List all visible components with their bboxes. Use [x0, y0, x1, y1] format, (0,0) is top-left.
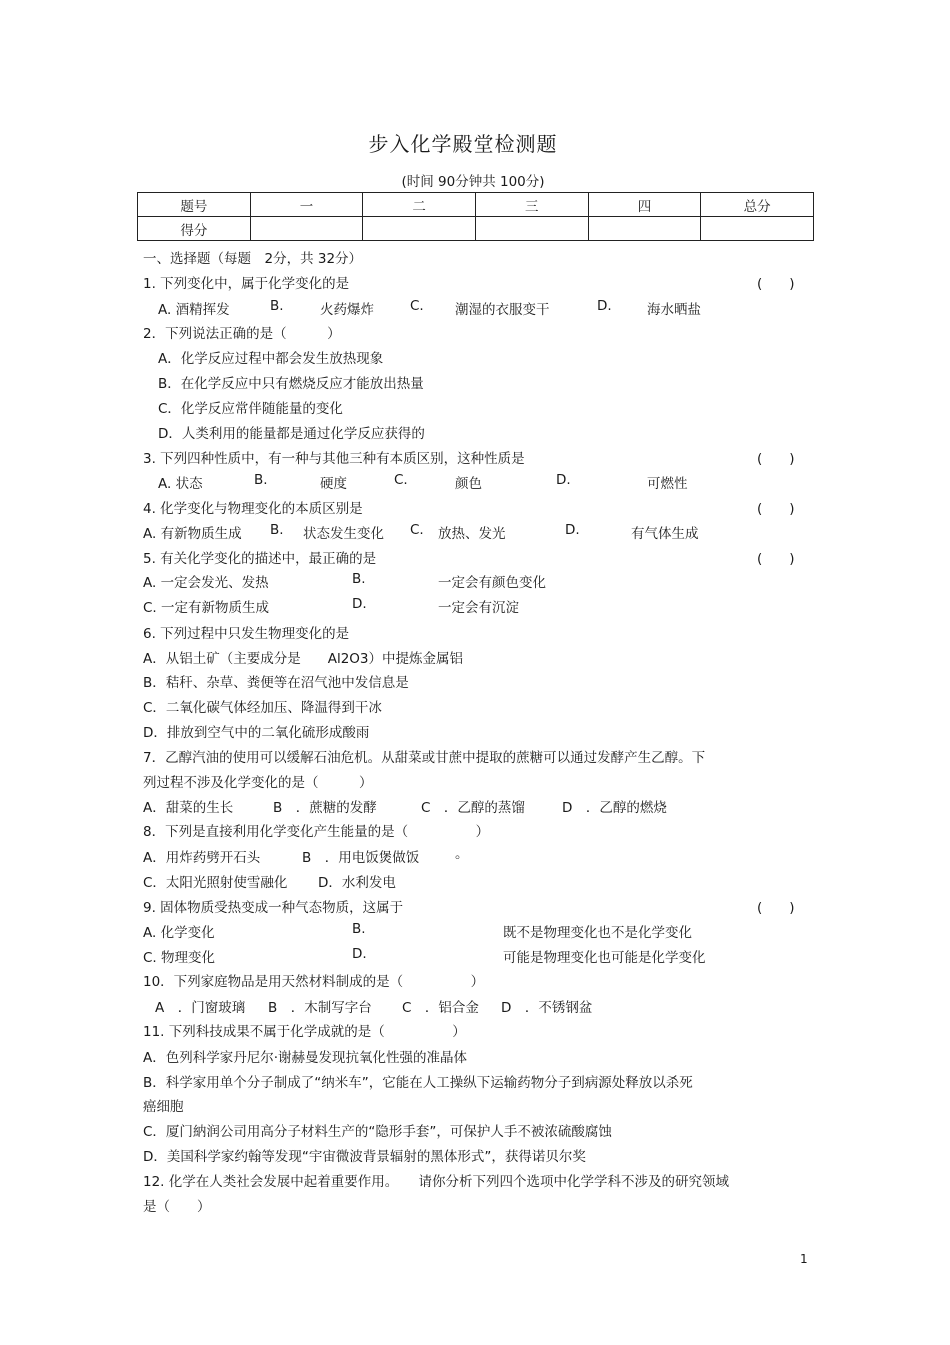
question-4-stem: 4. 化学变化与物理变化的本质区别是	[143, 501, 363, 517]
q3-option-b-text: 硬度	[320, 476, 347, 492]
q8-option-b: B ．用电饭煲做饭	[302, 850, 420, 866]
question-2-stem: 2．下列说法正确的是（ ）	[143, 326, 341, 342]
q11-option-b: B．科学家用单个分子制成了“纳米车”，它能在人工操纵下运输药物分子到病源处释放以杀死	[143, 1075, 693, 1091]
score-cell[interactable]	[701, 217, 814, 241]
question-5-stem: 5. 有关化学变化的描述中，最正确的是	[143, 551, 377, 567]
question-10-stem: 10．下列家庭物品是用天然材料制成的是（ ）	[143, 974, 485, 990]
q1-option-c-letter: C.	[410, 298, 424, 314]
q5-option-c: C. 一定有新物质生成	[143, 600, 270, 616]
answer-blank[interactable]: ( )	[757, 900, 795, 916]
q8-option-a: A．用炸药劈开石头	[143, 850, 261, 866]
q2-option-b: B．在化学反应中只有燃烧反应才能放出热量	[158, 376, 424, 392]
q1-option-b-text: 火药爆炸	[320, 302, 374, 318]
score-cell[interactable]	[588, 217, 701, 241]
q9-option-b-letter: B.	[352, 921, 366, 937]
q11-option-b-cont: 癌细胞	[143, 1099, 184, 1115]
q9-option-b-text: 既不是物理变化也不是化学变化	[503, 925, 692, 941]
q1-option-b-letter: B.	[270, 298, 284, 314]
page-title: 步入化学殿堂检测题	[368, 132, 558, 156]
q7-option-b: B ．蔗糖的发酵	[273, 800, 377, 816]
q4-option-c-letter: C.	[410, 522, 424, 538]
score-table-header-cell: 三	[475, 193, 588, 217]
q3-option-a: A. 状态	[158, 476, 203, 492]
score-table-header-row	[138, 193, 814, 217]
q5-option-b-letter: B.	[352, 571, 366, 587]
q6-option-a: A．从铝土矿（主要成分是 Al2O3）中提炼金属铝	[143, 651, 464, 667]
q11-option-d: D．美国科学家约翰等发现“宇宙微波背景辐射的黑体形式”，获得诺贝尔奖	[143, 1149, 586, 1165]
question-12-stem: 12. 化学在人类社会发展中起着重要作用。 请你分析下列四个选项中化学学科不涉及的研究领域	[143, 1174, 730, 1190]
q5-option-a: A. 一定会发光、发热	[143, 575, 269, 591]
score-cell[interactable]	[363, 217, 476, 241]
question-9-stem: 9. 固体物质受热变成一种气态物质，这属于	[143, 900, 404, 916]
score-table-header-cell: 一	[250, 193, 363, 217]
score-table-header-cell: 四	[588, 193, 701, 217]
q1-option-a: A. 酒精挥发	[158, 302, 230, 318]
question-8-stem: 8．下列是直接利用化学变化产生能量的是（ ）	[143, 824, 490, 840]
q8-stray-mark: 。	[455, 846, 469, 862]
q5-option-b-text: 一定会有颜色变化	[438, 575, 546, 591]
question-1-stem: 1. 下列变化中，属于化学变化的是	[143, 276, 350, 292]
q1-option-d-letter: D.	[597, 298, 612, 314]
score-row-label: 得分	[138, 217, 251, 241]
q4-option-b-text: 状态发生变化	[303, 526, 384, 542]
q3-option-d-text: 可燃性	[647, 476, 688, 492]
score-cell[interactable]	[250, 217, 363, 241]
section-heading: 一、选择题（每题 2分，共 32分）	[143, 251, 363, 267]
q6-option-c: C．二氧化碳气体经加压、降温得到干冰	[143, 700, 382, 716]
score-table-header-cell: 题号	[138, 193, 251, 217]
q3-option-b-letter: B.	[254, 472, 268, 488]
q1-option-d-text: 海水晒盐	[647, 302, 701, 318]
q10-option-a: A ．门窗玻璃	[155, 1000, 246, 1016]
q5-option-d-letter: D.	[352, 596, 367, 612]
question-7-stem: 7．乙醇汽油的使用可以缓解石油危机。从甜菜或甘蔗中提取的蔗糖可以通过发酵产生乙醇。下	[143, 750, 706, 766]
q10-option-c: C ．铝合金	[402, 1000, 479, 1016]
score-cell[interactable]	[475, 217, 588, 241]
q11-option-a: A．色列科学家丹尼尔·谢赫曼发现抗氧化性强的准晶体	[143, 1050, 468, 1066]
q9-option-c: C. 物理变化	[143, 950, 216, 966]
q9-option-d-letter: D.	[352, 946, 367, 962]
q4-option-d-text: 有气体生成	[631, 526, 699, 542]
q7-option-d: D ．乙醇的燃烧	[562, 800, 667, 816]
q1-option-c-text: 潮湿的衣服变干	[455, 302, 550, 318]
q9-option-d-text: 可能是物理变化也可能是化学变化	[503, 950, 706, 966]
q10-option-b: B ．木制写字台	[268, 1000, 372, 1016]
q4-option-c-text: 放热、发光	[438, 526, 506, 542]
question-7-stem-cont: 列过程不涉及化学变化的是（ ）	[143, 775, 373, 791]
question-12-stem-cont: 是（ ）	[143, 1199, 211, 1215]
score-table	[137, 192, 814, 241]
answer-blank[interactable]: ( )	[757, 551, 795, 567]
q8-option-c: C．太阳光照射使雪融化	[143, 875, 288, 891]
question-6-stem: 6. 下列过程中只发生物理变化的是	[143, 626, 350, 642]
answer-blank[interactable]: ( )	[757, 451, 795, 467]
q8-option-d: D．水利发电	[318, 875, 396, 891]
q3-option-d-letter: D.	[556, 472, 571, 488]
q4-option-b-letter: B.	[270, 522, 284, 538]
page-number: 1	[800, 1252, 808, 1266]
q3-option-c-text: 颜色	[455, 476, 482, 492]
q4-option-a: A. 有新物质生成	[143, 526, 242, 542]
q4-option-d-letter: D.	[565, 522, 580, 538]
q2-option-d: D．人类利用的能量都是通过化学反应获得的	[158, 426, 425, 442]
q2-option-c: C．化学反应常伴随能量的变化	[158, 401, 343, 417]
q6-option-d: D．排放到空气中的二氧化硫形成酸雨	[143, 725, 370, 741]
q6-option-b: B．秸秆、杂草、粪便等在沼气池中发信息是	[143, 675, 409, 691]
q7-option-c: C ．乙醇的蒸馏	[421, 800, 525, 816]
q2-option-a: A．化学反应过程中都会发生放热现象	[158, 351, 384, 367]
score-table-header-cell: 总分	[701, 193, 814, 217]
question-3-stem: 3. 下列四种性质中，有一种与其他三种有本质区别，这种性质是	[143, 451, 525, 467]
exam-info: (时间 90分钟共 100分)	[401, 174, 545, 190]
answer-blank[interactable]: ( )	[757, 501, 795, 517]
answer-blank[interactable]: ( )	[757, 276, 795, 292]
q7-option-a: A．甜菜的生长	[143, 800, 234, 816]
q10-option-d: D ．不锈钢盆	[501, 1000, 593, 1016]
q11-option-c: C．厦门納润公司用高分子材料生产的“隐形手套”，可保护人手不被浓硫酸腐蚀	[143, 1124, 612, 1140]
q3-option-c-letter: C.	[394, 472, 408, 488]
score-table-header-cell: 二	[363, 193, 476, 217]
q9-option-a: A. 化学变化	[143, 925, 215, 941]
score-table-score-row	[138, 217, 814, 241]
q5-option-d-text: 一定会有沉淀	[438, 600, 519, 616]
question-11-stem: 11. 下列科技成果不属于化学成就的是（ ）	[143, 1024, 466, 1040]
